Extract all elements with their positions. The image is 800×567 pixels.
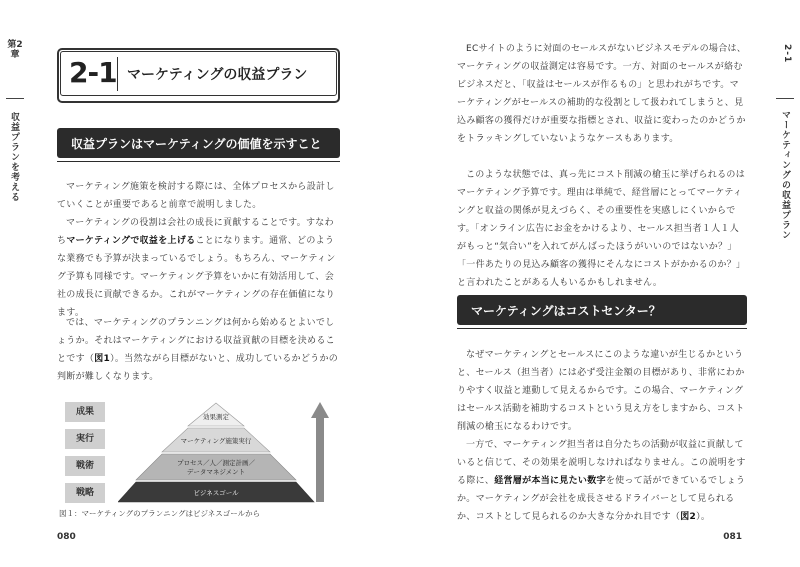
title-divider	[117, 57, 118, 91]
section-heading-2-label: マーケティングはコストセンター？	[471, 304, 661, 318]
emphasis-text: 経営層が本当に見たい数字	[494, 476, 606, 486]
paragraph	[457, 436, 747, 526]
page-number-right: 081	[723, 532, 742, 542]
section-title-box	[57, 48, 340, 103]
pyramid-label-process-line2: データマネジメント	[186, 468, 246, 476]
paragraph-text: を使って話ができているでしょうか。マーケティングが会社を成長させるドライバーとして見られるか、コストとして見られるのか大きな分かれ目です（	[457, 476, 746, 522]
chapter-title-tab: 収益プランを考える	[9, 112, 19, 202]
paragraph-text: ことになります。通常、どのような業務でも予算が決まっているでしょう。もちろん、マーケティング予算も同様です。マーケティング予算をいかに有効活用して、会社の成長に貢献できるか。これがマーケティングの存在価値になります。	[57, 236, 336, 318]
section-number-tab: 2-1	[782, 44, 792, 64]
pyramid-label-execution: マーケティング施策実行	[180, 437, 252, 445]
side-tab-rule	[6, 98, 24, 99]
emphasis-text: マーケティングで収益を上げる	[66, 236, 196, 246]
paragraph-text: では、マーケティングのプランニングは何から始めるとよいでしょうか。それはマーケティングにおける収益貢献の目標を決めることです（	[57, 318, 335, 364]
paragraph	[457, 40, 747, 148]
paragraph	[57, 314, 341, 386]
paragraph	[57, 214, 341, 322]
pyramid-label-measurement: 効果測定	[203, 413, 229, 421]
up-arrow-shaft	[316, 416, 324, 502]
paragraph	[457, 166, 747, 292]
paragraph-text: マーケティングの役割は会社の成長に貢献することです。すなわち	[57, 218, 334, 246]
section-title: マーケティングの収益プラン	[127, 67, 308, 83]
paragraph	[457, 346, 747, 436]
section-heading-1-label: 収益プランはマーケティングの価値を示すこと	[71, 137, 322, 151]
figure-label-strategy: 戦略	[65, 483, 105, 503]
paragraph-text: ）。	[696, 512, 711, 522]
pyramid-level-3	[136, 454, 296, 480]
section-title-inner	[60, 51, 337, 96]
pyramid-label-process-line1: プロセス／人／測定計画／	[177, 459, 255, 467]
side-tab-rule	[776, 98, 794, 99]
section-title-tab: マーケティングの収益プラン	[780, 110, 790, 240]
paragraph-text: このような状態では、真っ先にコスト削減の槍玉に挙げられるのはマーケティング予算です。理由は単純で、経営層にとってマーケティングと収益の関係が見えづらく、その重要性を実感しにくいからです。「オンライン広告にお金をかけるより、セールス担当者１人１人がもっと“気合い”を入れてがんばったほうがいいのではないか？」「一件あたりの見込み顧客の獲得にそんなにコストがかかるのか？」と言われたことがある人もいるかもしれません。	[457, 170, 746, 288]
pyramid-label-business-goal: ビジネスゴール	[193, 489, 239, 497]
paragraph-text: ECサイトのように対面のセールスがないビジネスモデルの場合は、マーケティングの収益測定は容易です。一方、対面のセールスが絡むビジネスだと、「収益はセールスが作るもの」と思われがちです。マーケティングがセールスの補助的な役割として扱われてしまうと、見込み顧客の獲得だけが重要な指標とされ、収益に変わったのかどうかをトラッキングしていないようなケースもあります。	[457, 44, 747, 144]
paragraph-text: なぜマーケティングとセールスにこのような違いが生じるかというと、セールス（担当者）には必ず受注金額の目標があり、非常にわかりやすく収益と連動して見えるからです。この場合、マーケティングはセールス活動を補助するコストという見え方をしますから、コスト削減の槍玉になるわけです。	[457, 350, 745, 432]
paragraph	[57, 178, 341, 214]
figure-label-execution: 実行	[65, 429, 105, 449]
paragraph-text: マーケティング施策を検討する際には、全体プロセスから設計していくことが重要であると前章で説明しました。	[57, 182, 335, 210]
page-number-left: 080	[57, 532, 76, 542]
section-number: 2-1	[69, 56, 117, 89]
figure-reference: 図1	[94, 354, 111, 364]
up-arrow-icon	[311, 402, 329, 418]
paragraph-text: 一方で、マーケティング担当者は自分たちの活動が収益に貢献していると信じて、その効果を説明しなければなりません。この説明をする際に、	[457, 440, 746, 486]
figure-label-tactics: 戦術	[65, 456, 105, 476]
pyramid-diagram	[118, 398, 338, 508]
paragraph-text: ）。当然ながら目標がないと、成功しているかどうかの判断が難しくなります。	[57, 354, 339, 382]
section-heading-1	[57, 128, 340, 158]
figure-label-outcome: 成果	[65, 402, 105, 422]
right-page	[400, 0, 800, 567]
figure-reference: 図2	[680, 512, 697, 522]
section-heading-2	[457, 295, 747, 325]
figure-caption: 図１：マーケティングのプランニングはビジネスゴールから	[59, 509, 261, 518]
chapter-tab: 第2章	[7, 40, 23, 60]
